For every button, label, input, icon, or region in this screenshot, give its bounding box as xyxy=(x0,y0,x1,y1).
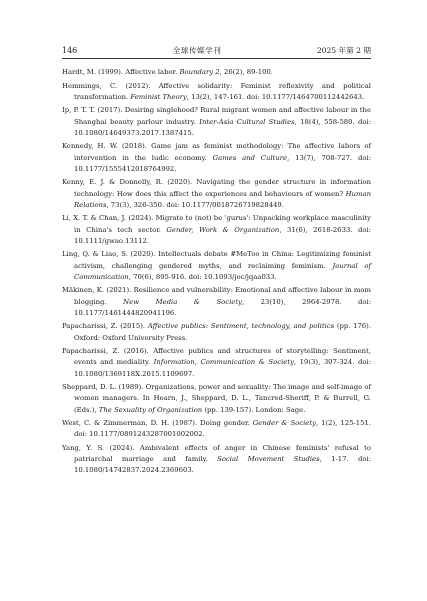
reference-entry: Hemmings, C. (2012). Affective solidarity: Feminist reflexivity and political transformation. Feminist Theory, 13(2), 147-161. doi: 10.1177/1464700112442643. xyxy=(62,81,371,101)
reference-entry: Mäkinen, K. (2021). Resilience and vulnerability: Emotional and affective labour in mom blogging. New Media & Society, 23(10), 2964-2978. doi: 10.1177/1461444820941196. xyxy=(62,286,372,317)
reference-entry: Hardt, M. (1999). Affective labor. Boundary 2, 26(2), 89-100. xyxy=(62,68,273,76)
reference-entry: Li, X. T. & Chan, J. (2024). Migrate to (not) be 'gurus': Unpacking workplace masculinity in China's tech sector. Gender, Work & Organization, 31(6), 2618-2633. doi: 10.1111/gwao.13112. xyxy=(62,214,371,245)
reference-entry: Papacharissi, Z. (2015). Affective publics: Sentiment, technology, and politics (pp. 176). Oxford: Oxford University Press. xyxy=(62,322,371,342)
reference-entry: Sheppard, D. L. (1989). Organizations, power and sexuality: The image and self-image of women managers. In Hearn, J., Sheppard, D. L., Tancred-Sheriff, P. & Burrell, G. (Eds.), The Sexuality of Organization (pp. 139-157). London: Sage. xyxy=(62,383,371,414)
issue-label: 2025 年第 2 期 xyxy=(316,46,371,55)
reference-entry: Kenny, E. J. & Donnelly, R. (2020). Navigating the gender structure in information technology: How does this affect the experiences and behaviours of women? Human Relations, 73(3), 326-350. doi: 10.1177/0018726719828449. xyxy=(62,178,371,209)
running-header xyxy=(62,42,371,59)
page-number: 146 xyxy=(62,46,78,55)
reference-entry: Yang, Y. S. (2024). Ambivalent effects of anger in Chinese feminists' refusal to patriarchal marriage and family. Social Movement Studies, 1-17. doi: 10.1080/14742837.2024.2369603. xyxy=(62,443,372,475)
reference-entry: Ling, Q. & Liao, S. (2020). Intellectuals debate #MeToo in China: Legitimizing feminist activism, challenging gendered myths, and reclaiming feminism. Journal of Communication, 70(6), 895-916. doi: 10.1093/joc/jqaa033. xyxy=(62,250,371,281)
reference-list xyxy=(62,67,371,479)
reference-entry: Papacharissi, Z. (2016). Affective publics and structures of storytelling: Sentiment, events and mediality. Information, Communication & Society, 19(3), 307-324. doi: 10.1080/1369118X.2015.1109697. xyxy=(62,347,372,378)
reference-entry: Kennedy, H. W. (2018). Game jam as feminist methodology: The affective labors of intervention in the ludic economy. Games and Culture, 13(7), 708-727. doi: 10.1177/1555412018764992. xyxy=(62,142,371,173)
reference-entry: West, C. & Zimmerman, D. H. (1987). Doing gender. Gender & Society, 1(2), 125-151. doi: 10.1177/0891243287001002002. xyxy=(62,419,371,439)
journal-title: 全球传媒学刊 xyxy=(172,46,222,55)
reference-entry: Ip, P. T. T. (2017). Desiring singlehood? Rural migrant women and affective labour in the Shanghai beauty parlour industry. Inter-Asia Cultural Studies, 18(4), 558-580. doi: 10.1080/14649373.2017.1387415. xyxy=(62,106,371,137)
